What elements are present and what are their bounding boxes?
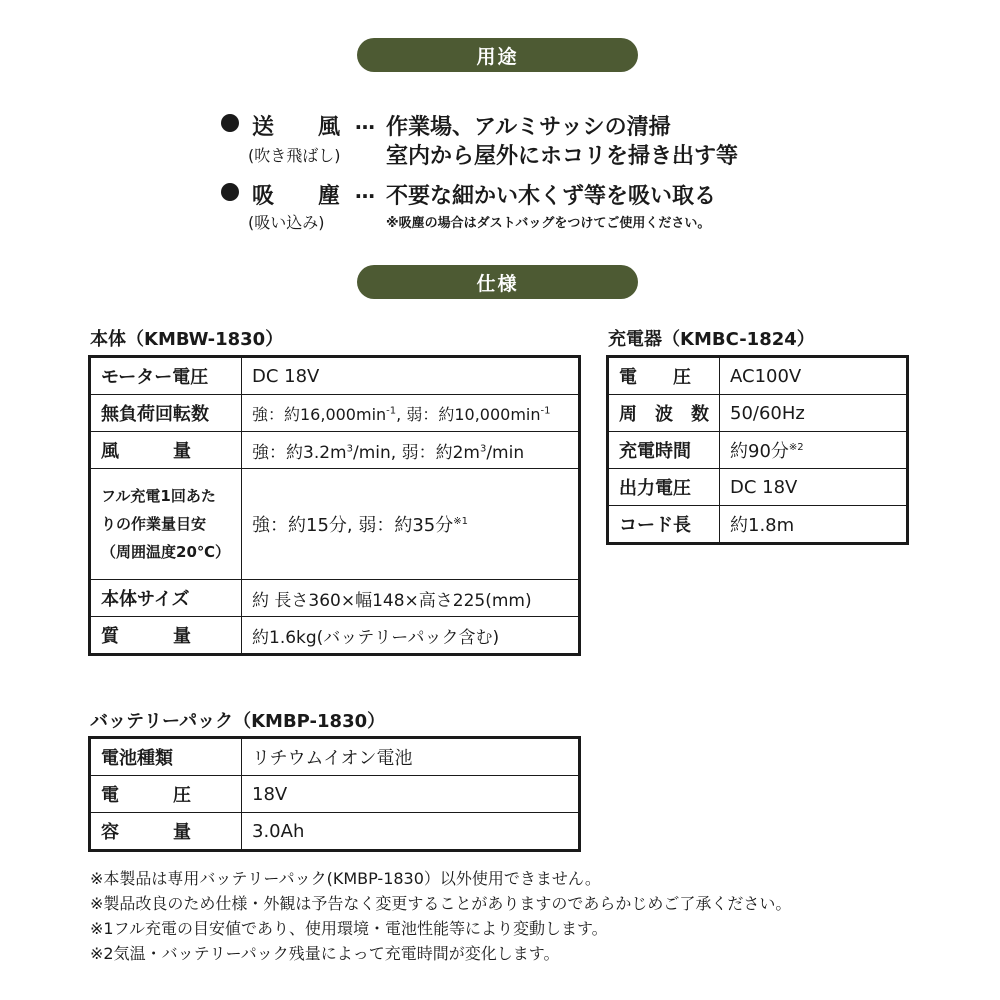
usage-dots: … xyxy=(355,110,375,134)
spec-value: 18V xyxy=(242,776,580,813)
footnote: ※1フル充電の目安値であり、使用環境・電池性能等により変動します。 xyxy=(90,919,608,938)
spec-key-line: フル充電1回あた xyxy=(101,487,216,505)
spec-section-header: 仕様 xyxy=(357,265,638,299)
spec-key: 充電時間 xyxy=(608,432,720,469)
spec-key: 出力電圧 xyxy=(608,469,720,506)
spec-key: 風 量 xyxy=(90,432,242,469)
usage-dots: … xyxy=(355,179,375,203)
spec-key: 本体サイズ xyxy=(90,580,242,617)
spec-value xyxy=(242,469,580,580)
spec-key: 電 圧 xyxy=(90,776,242,813)
spec-value-text: /min xyxy=(486,442,525,463)
charger-spec-table xyxy=(606,355,909,545)
usage-desc-blow-1: 作業場、アルミサッシの清掃 xyxy=(386,115,671,140)
battery-table-title: バッテリーパック（KMBP-1830） xyxy=(90,711,386,732)
superscript: 3 xyxy=(479,442,487,454)
spec-value: DC 18V xyxy=(720,469,908,506)
spec-key-line: （周囲温度20℃） xyxy=(101,543,231,561)
spec-value: リチウムイオン電池 xyxy=(242,738,580,776)
table-row xyxy=(608,357,908,395)
table-row xyxy=(90,738,580,776)
spec-value: 約 長さ360×幅148×高さ225(mm) xyxy=(242,580,580,617)
table-row xyxy=(608,432,908,469)
body-table-title: 本体（KMBW-1830） xyxy=(90,329,284,350)
usage-term-vacuum: 吸 塵 xyxy=(252,184,341,209)
spec-value-text: , 弱：約10,000min xyxy=(396,404,541,424)
spec-value: 3.0Ah xyxy=(242,813,580,851)
charger-table-title: 充電器（KMBC-1824） xyxy=(608,329,815,350)
usage-section-header: 用途 xyxy=(357,38,638,72)
spec-key: 電池種類 xyxy=(90,738,242,776)
footnote: ※2気温・バッテリーパック残量によって充電時間が変化します。 xyxy=(90,944,560,963)
spec-key: 電 圧 xyxy=(608,357,720,395)
spec-value xyxy=(242,432,580,469)
superscript: ※2 xyxy=(788,442,804,453)
spec-value: 50/60Hz xyxy=(720,395,908,432)
usage-desc-blow-2: 室内から屋外にホコリを掃き出す等 xyxy=(386,144,739,169)
usage-term-blow: 送 風 xyxy=(252,115,341,140)
table-row xyxy=(90,617,580,655)
spec-value: DC 18V xyxy=(242,357,580,395)
footnote: ※本製品は専用バッテリーパック(KMBP-1830）以外使用できません。 xyxy=(90,869,601,888)
spec-value-text: /min, 弱：約2m xyxy=(352,442,480,463)
table-row xyxy=(90,813,580,851)
spec-value-text: 強：約15分, 弱：約35分 xyxy=(252,515,454,536)
usage-sub-blow: (吹き飛ばし) xyxy=(248,146,341,165)
usage-sub-vacuum: (吸い込み) xyxy=(248,213,325,232)
spec-value: 約1.6kg(バッテリーパック含む) xyxy=(242,617,580,655)
table-row xyxy=(90,580,580,617)
table-row xyxy=(608,506,908,544)
battery-spec-table xyxy=(88,736,581,852)
table-row xyxy=(90,469,580,580)
spec-value-text: 強：約16,000min xyxy=(252,404,387,424)
footnote: ※製品改良のため仕様・外観は予告なく変更することがありますのであらかじめご了承ください。 xyxy=(90,894,792,913)
superscript: 3 xyxy=(346,442,353,454)
spec-value xyxy=(242,395,580,432)
body-spec-table xyxy=(88,355,581,656)
table-row xyxy=(90,776,580,813)
spec-value-text: 強：約3.2m xyxy=(252,442,347,463)
bullet-icon xyxy=(221,183,239,201)
superscript: ※1 xyxy=(453,516,469,527)
spec-key: 無負荷回転数 xyxy=(90,395,242,432)
table-row xyxy=(90,395,580,432)
spec-key xyxy=(90,469,242,580)
bullet-icon xyxy=(221,114,239,132)
table-row xyxy=(90,357,580,395)
spec-value: 約1.8m xyxy=(720,506,908,544)
spec-value-text: 約90分 xyxy=(730,441,789,462)
superscript: -1 xyxy=(386,405,397,417)
spec-key-line: りの作業量目安 xyxy=(101,515,207,533)
footnotes xyxy=(90,866,791,966)
table-row xyxy=(608,469,908,506)
table-row xyxy=(608,395,908,432)
spec-key: モーター電圧 xyxy=(90,357,242,395)
usage-note-vacuum: ※吸塵の場合はダストバッグをつけてご使用ください。 xyxy=(386,216,711,231)
usage-desc-vacuum: 不要な細かい木くず等を吸い取る xyxy=(386,184,717,209)
spec-key: 容 量 xyxy=(90,813,242,851)
spec-value xyxy=(720,432,908,469)
spec-value: AC100V xyxy=(720,357,908,395)
spec-key: 周 波 数 xyxy=(608,395,720,432)
spec-key: 質 量 xyxy=(90,617,242,655)
spec-key: コード長 xyxy=(608,506,720,544)
superscript: -1 xyxy=(540,405,551,417)
table-row xyxy=(90,432,580,469)
